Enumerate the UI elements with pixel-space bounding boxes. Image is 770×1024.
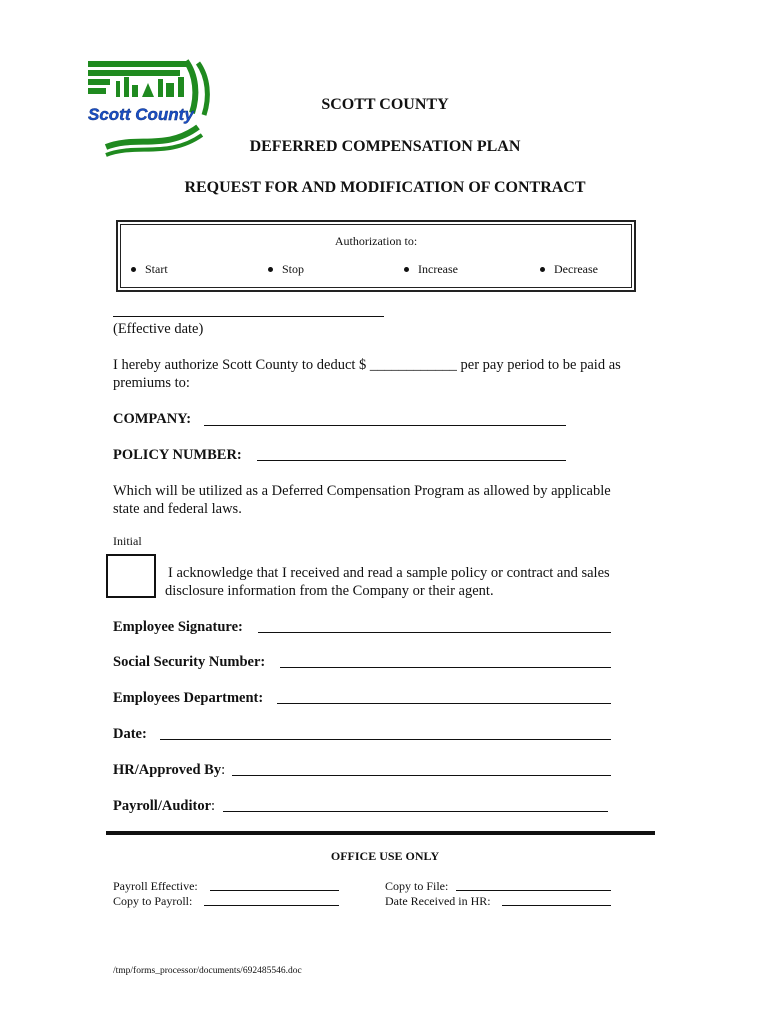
policy-number-field[interactable] bbox=[257, 460, 566, 461]
department-field[interactable] bbox=[277, 703, 611, 704]
initial-label: Initial bbox=[113, 534, 142, 548]
acknowledge-text-line1: I acknowledge that I received and read a sample policy or contract and sales bbox=[168, 565, 610, 581]
department-label: Employees Department: bbox=[113, 690, 264, 706]
copy-to-payroll-field[interactable] bbox=[204, 905, 339, 906]
bullet-icon bbox=[268, 267, 273, 272]
date-received-hr-field[interactable] bbox=[502, 905, 611, 906]
authorization-title: Authorization to: bbox=[334, 234, 418, 248]
date-field[interactable] bbox=[160, 739, 611, 740]
payroll-auditor-label: Payroll/Auditor: bbox=[113, 798, 216, 814]
payroll-auditor-field[interactable] bbox=[223, 811, 608, 812]
authorize-text-line2: premiums to: bbox=[113, 375, 190, 391]
payroll-effective-field[interactable] bbox=[210, 890, 339, 891]
authorize-text-line1: I hereby authorize Scott County to deduct $ ____________ per pay period to be paid as bbox=[113, 357, 621, 373]
hr-approved-label: HR/Approved By: bbox=[113, 762, 226, 778]
company-field[interactable] bbox=[204, 425, 566, 426]
effective-date-field[interactable] bbox=[113, 316, 384, 317]
copy-to-file-field[interactable] bbox=[456, 890, 611, 891]
date-received-hr-label: Date Received in HR: bbox=[385, 894, 491, 908]
svg-text:Scott County: Scott County bbox=[88, 105, 194, 124]
acknowledge-text-line2: disclosure information from the Company or their agent. bbox=[165, 583, 494, 599]
utilized-text-line1: Which will be utilized as a Deferred Compensation Program as allowed by applicable bbox=[113, 483, 611, 499]
date-label: Date: bbox=[113, 726, 147, 742]
bullet-icon bbox=[540, 267, 545, 272]
authorization-box bbox=[116, 220, 636, 292]
auth-option-stop[interactable]: Stop bbox=[268, 262, 304, 277]
auth-option-decrease[interactable]: Decrease bbox=[540, 262, 598, 277]
header-request: REQUEST FOR AND MODIFICATION OF CONTRACT bbox=[184, 179, 586, 196]
employee-signature-field[interactable] bbox=[258, 632, 611, 633]
company-label: COMPANY: bbox=[113, 411, 192, 427]
copy-to-file-label: Copy to File: bbox=[385, 879, 449, 893]
copy-to-payroll-label: Copy to Payroll: bbox=[113, 894, 193, 908]
bullet-icon bbox=[404, 267, 409, 272]
header-plan: DEFERRED COMPENSATION PLAN bbox=[249, 138, 521, 155]
office-use-title: OFFICE USE ONLY bbox=[330, 849, 440, 863]
policy-number-label: POLICY NUMBER: bbox=[113, 447, 242, 463]
employee-signature-label: Employee Signature: bbox=[113, 619, 243, 635]
auth-option-start[interactable]: Start bbox=[131, 262, 168, 277]
utilized-text-line2: state and federal laws. bbox=[113, 501, 242, 517]
initial-box[interactable] bbox=[106, 554, 156, 598]
hr-approved-field[interactable] bbox=[232, 775, 611, 776]
effective-date-label: (Effective date) bbox=[113, 321, 204, 337]
bullet-icon bbox=[131, 267, 136, 272]
payroll-effective-label: Payroll Effective: bbox=[113, 879, 198, 893]
section-divider bbox=[106, 831, 655, 835]
ssn-label: Social Security Number: bbox=[113, 654, 266, 670]
ssn-field[interactable] bbox=[280, 667, 611, 668]
auth-option-increase[interactable]: Increase bbox=[404, 262, 458, 277]
header-county: SCOTT COUNTY bbox=[321, 96, 449, 113]
footer-file-path: /tmp/forms_processor/documents/692485546.doc bbox=[113, 966, 302, 976]
